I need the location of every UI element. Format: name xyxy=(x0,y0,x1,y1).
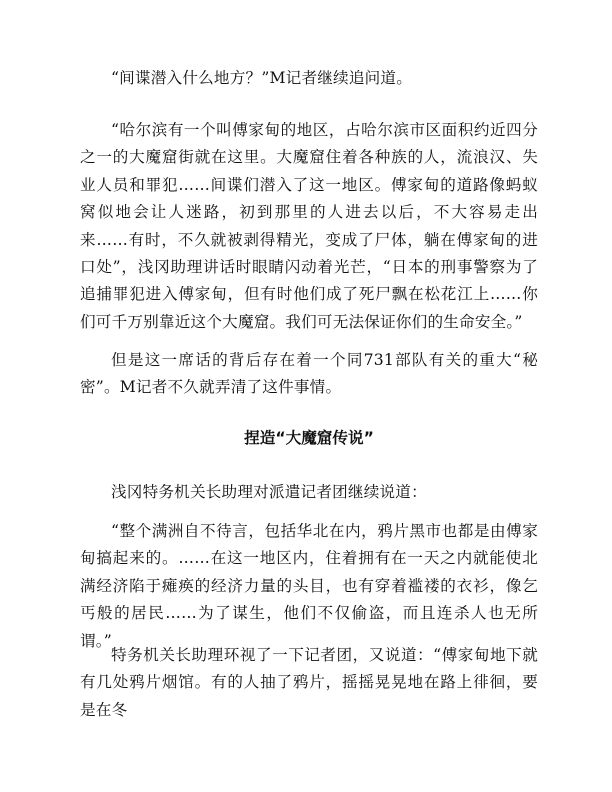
section-heading: 捏造“大魔窟传说” xyxy=(244,429,374,447)
paragraph-question: “间谍潜入什么地方？”M记者继续追问道。 xyxy=(111,69,413,87)
paragraph-secret: 但是这一席话的背后存在着一个同731部队有关的重大“秘密”。M记者不久就弄清了这件事情。 xyxy=(80,351,538,397)
paragraph-opium-black-market: “整个满洲自不待言，包括华北在内，鸦片黑市也都是由傅家甸搞起来的。……在这一地区内，住着拥有在一天之内就能使北满经济陷于瘫痪的经济力量的头目，也有穿着褴褛的衣衫，像乞丐般的居民……为了谋生，他们不仅偷盗，而且连杀人也无所谓。” xyxy=(80,522,538,650)
paragraph-opium-dens: 特务机关长助理环视了一下记者团，又说道：“傅家甸地下就有几处鸦片烟馆。有的人抽了鸦片，摇摇晃晃地在路上徘徊，要是在冬 xyxy=(80,646,538,719)
paragraph-assistant-continues: 浅冈特务机关长助理对派遣记者团继续说道： xyxy=(111,483,427,501)
paragraph-fujiadian-description: “哈尔滨有一个叫傅家甸的地区，占哈尔滨市区面积约近四分之一的大魔窟街就在这里。大魔窟住着各种族的人，流浪汉、失业人员和罪犯……间谍们潜入了这一地区。傅家甸的道路像蚂蚁窝似地会让人迷路，初到那里的人进去以后，不大容易走出来……有时，不久就被剥得精光，变成了尸体，躺在傅家甸的进口处”，浅冈助理讲话时眼睛闪动着光芒，“日本的刑事警察为了追捕罪犯进入傅家甸，但有时他们成了死尸飘在松花江上……你们可千万别靠近这个大魔窟。我们可无法保证你们的生命安全。” xyxy=(80,121,538,331)
